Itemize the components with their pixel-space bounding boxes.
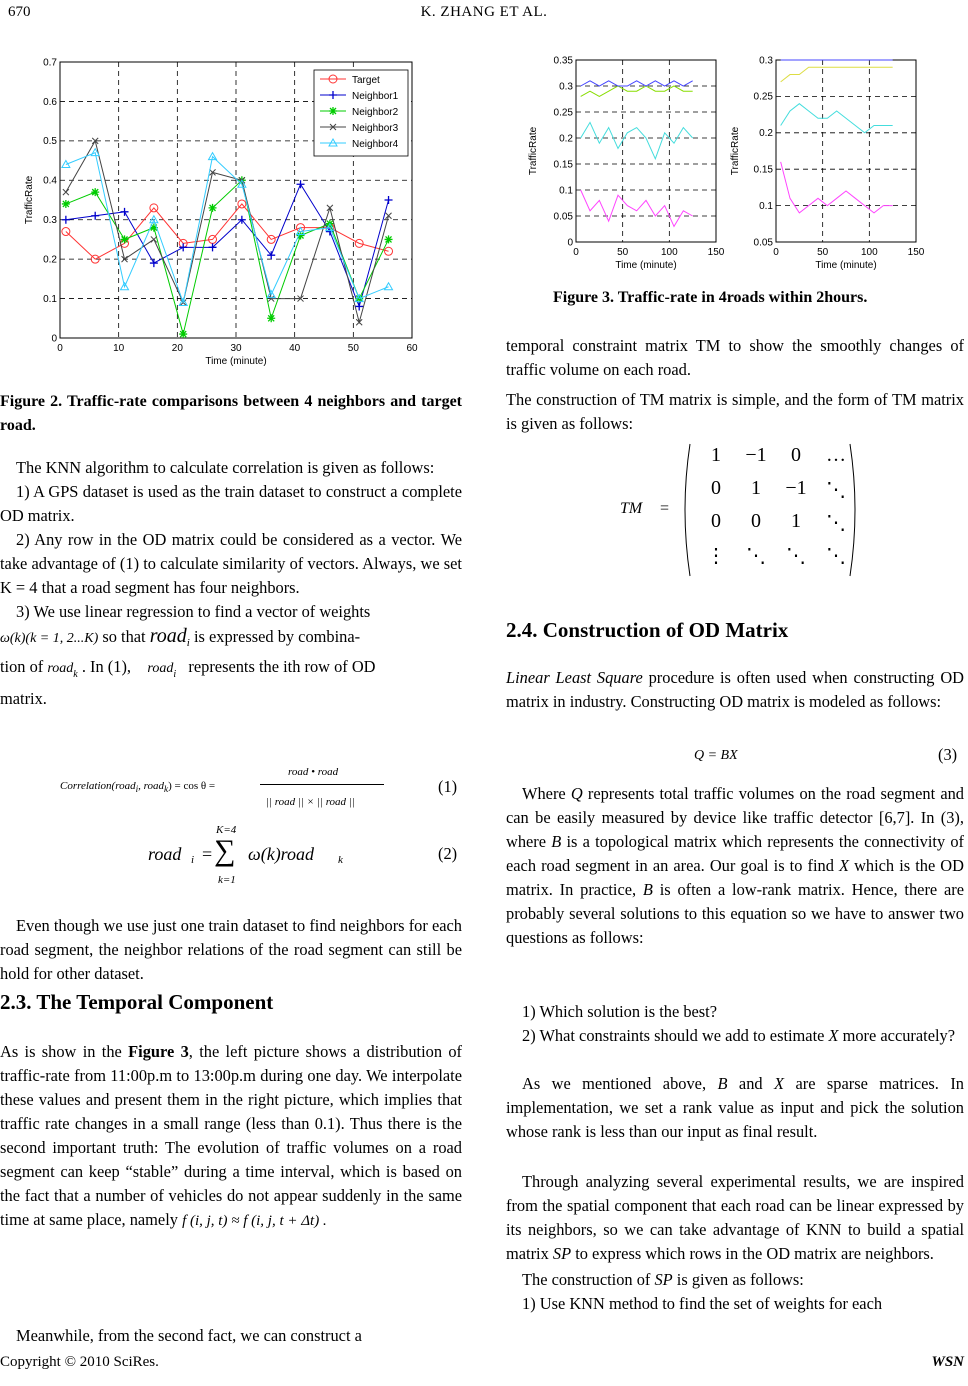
y-tick-label: 0.7 (43, 57, 57, 69)
data-point (91, 212, 99, 220)
weights-math: ω(k)(k = 1, 2...K) (0, 631, 99, 646)
y-tick-label: 0.35 (553, 55, 573, 67)
data-point (267, 314, 275, 322)
matrix-cell: −1 (785, 477, 807, 499)
plot-frame (576, 60, 716, 242)
journal-name: WSN (931, 1354, 964, 1370)
knn-step-3-line4: matrix. (0, 688, 47, 708)
series-line (781, 67, 893, 82)
knn-step-3: 3) We use linear regression to find a vector of weights (16, 602, 371, 621)
copyright: Copyright © 2010 SciRes. (0, 1354, 159, 1370)
x-axis-label: Time (minute) (205, 356, 267, 367)
data-point (355, 302, 363, 310)
knn-step-1: 1) A GPS dataset is used as the train dataset to construct a complete OD matrix. (0, 482, 462, 525)
x-axis-label: Time (minute) (615, 260, 677, 271)
y-tick-label: 0.15 (553, 159, 573, 171)
data-point (385, 196, 393, 204)
data-point (179, 330, 187, 338)
meanwhile-paragraph: Meanwhile, from the second fact, we can construct a (16, 1326, 362, 1345)
y-tick-label: 0.1 (759, 200, 773, 212)
data-point (179, 243, 187, 251)
running-title: K. ZHANG ET AL. (420, 4, 548, 20)
equation-1-number: (1) (438, 777, 458, 796)
equation-3: Q = BX (694, 748, 738, 763)
data-point (385, 235, 393, 243)
eq1-fraction-bar (260, 784, 384, 785)
matrix-cell: ⋱ (826, 545, 846, 567)
data-point (62, 216, 70, 224)
through-paragraph: Through analyzing several experimental results, we are inspired from the spatial component that each road can be linear expressed by its neighbors, so we can take advantage of KNN to build a spatial matrix SP to express which rows in the OD matrix are neighbors. (506, 1172, 964, 1263)
x-tick-label: 0 (57, 343, 63, 354)
legend-label: Neighbor1 (352, 91, 399, 102)
y-tick-label: 0.2 (759, 128, 773, 140)
series-line (581, 86, 693, 96)
plot-frame (776, 60, 916, 242)
x-tick-label: 150 (907, 247, 925, 258)
equation-2-number: (2) (438, 844, 458, 863)
matrix-cell: 0 (751, 510, 761, 532)
y-tick-label: 0.4 (43, 175, 57, 187)
figure-2-chart (14, 56, 434, 368)
x-tick-label: 0 (573, 247, 579, 258)
y-tick-label: 0.5 (43, 136, 57, 148)
figure-3-caption: Figure 3. Traffic-rate in 4roads within 2hours. (553, 289, 868, 306)
data-point (356, 319, 362, 325)
neighbor-relations-paragraph: Even though we use just one train dataset to find neighbors for each road segment, the neighbor relations of the road segment can still be hold for other dataset. (0, 916, 462, 983)
left-column (0, 456, 462, 711)
tm-matrix: TM = 1 −1 0 … 0 1 −1 ⋱ 0 0 1 ⋱ ⋮ ⋱ ⋱ ⋱ (620, 440, 860, 580)
question-2: 2) What constraints should we add to estimate X more accurately? (522, 1026, 955, 1045)
legend-label: Neighbor3 (352, 123, 399, 134)
matrix-cell: 1 (711, 444, 721, 466)
figure-3-chart (520, 46, 940, 276)
data-point (121, 235, 129, 243)
data-point (327, 205, 333, 211)
matrix-cell: 0 (711, 510, 721, 532)
x-tick-label: 50 (817, 247, 829, 258)
temporal-paragraph: As is show in the Figure 3, the left picture shows a distribution of traffic-rate from 11:00p.m to 13:00p.m during one day. We interpolate these values and present them in the right picture, which implies that traffic rate changes in a small range (less than 0.1). Thus there is the second important truth: The evolution of traffic volumes on a road segment can keep “stable” during a time interval, which is based on the fact that a number of vehicles do not appear suddenly in the same time at same place, namely f (i, j, t) ≈ f (i, j, t + Δt) . (0, 1042, 463, 1229)
page-header (6, 4, 962, 28)
matrix-cell: 0 (711, 477, 721, 499)
lls-paragraph: Linear Least Square procedure is often used when constructing OD matrix in industry. Constructing OD matrix is modeled as follows: (506, 668, 965, 711)
y-axis-label: TrafficRate (528, 126, 539, 176)
matrix-cell: ⋱ (826, 479, 846, 501)
x-tick-label: 20 (171, 343, 183, 354)
tm-intro: temporal constraint matrix TM to show the smoothly changes of traffic volume on each road. (506, 336, 964, 379)
use-knn-paragraph: 1) Use KNN method to find the set of weights for each (522, 1294, 883, 1313)
y-tick-label: 0.2 (559, 133, 573, 145)
series-line (581, 190, 693, 226)
data-point (297, 180, 305, 188)
construct-sp-paragraph: The construction of SP is given as follows: (522, 1270, 804, 1289)
y-tick-label: 0.3 (559, 81, 573, 93)
x-tick-label: 150 (707, 247, 725, 258)
matrix-cell: ⋱ (746, 545, 766, 567)
tm-construction: The construction of TM matrix is simple, and the form of TM matrix is given as follows: (506, 390, 964, 433)
data-point (386, 213, 392, 219)
question-1: 1) Which solution is the best? (522, 1002, 717, 1021)
matrix-cell: −1 (745, 444, 767, 466)
sum-symbol: ∑ (214, 834, 236, 867)
y-tick-label: 0.3 (759, 55, 773, 67)
y-axis-label: TrafficRate (730, 126, 741, 176)
x-tick-label: 0 (773, 247, 779, 258)
x-tick-label: 10 (113, 343, 125, 354)
matrix-cell: ⋱ (786, 545, 806, 567)
x-tick-label: 40 (289, 343, 301, 354)
legend-label: Neighbor2 (352, 107, 399, 118)
section-2-3-heading: 2.3. The Temporal Component (0, 990, 274, 1014)
series-line (581, 81, 693, 86)
y-tick-label: 0.1 (43, 293, 57, 305)
eq1-denominator: || road || × || road || (266, 796, 355, 808)
equation-3-number: (3) (938, 745, 958, 764)
series-line (581, 122, 693, 158)
y-tick-label: 0.05 (753, 237, 773, 249)
knn-step-3-line2: ω(k)(k = 1, 2...K) so that road$_i$ is expressed by combina- (0, 625, 361, 650)
series-line (781, 104, 893, 133)
y-tick-label: 0.6 (43, 96, 57, 108)
y-tick-label: 0.1 (559, 185, 573, 197)
data-point (385, 283, 393, 290)
y-tick-label: 0 (51, 333, 57, 345)
y-tick-label: 0.3 (43, 215, 57, 227)
x-tick-label: 100 (660, 247, 678, 258)
legend-label: Neighbor4 (352, 139, 399, 150)
series-line (66, 141, 389, 322)
data-point (150, 259, 158, 267)
where-paragraph: Where Q represents total traffic volumes on the road segment and can be easily measured by device like traffic detector [6,7]. In (3), where B is a topological matrix which represents the connectivity of each road segment in an area. Our goal is to find X which is the OD matrix. In practice, B is often a low-rank matrix. Hence, there are probably several solutions to this equation so we have to answer two questions as follows: (506, 784, 965, 947)
matrix-cell: 0 (791, 444, 801, 466)
series-line (66, 184, 389, 306)
knn-step-2: 2) Any row in the OD matrix could be considered as a vector. We take advantage of (1) to calculate similarity of vectors. Always, we set K = 4 that a road segment has four neighbors. (0, 530, 462, 597)
y-axis-label: TrafficRate (24, 175, 35, 225)
figure-2-caption: Figure 2. Traffic-rate comparisons between 4 neighbors and target road. (0, 393, 462, 434)
matrix-cell: 1 (791, 510, 801, 532)
y-tick-label: 0.05 (553, 211, 573, 223)
y-tick-label: 0.25 (753, 91, 773, 103)
knn-step-3-line3: tion of road$_k$ . In (1), road$_i$ represents the ith row of OD (0, 657, 376, 680)
matrix-cell: … (826, 444, 846, 466)
knn-intro: The KNN algorithm to calculate correlation is given as follows: (16, 458, 435, 477)
matrix-cell: 1 (751, 477, 761, 499)
data-point (91, 188, 99, 196)
data-point (209, 204, 217, 212)
y-tick-label: 0.15 (753, 164, 773, 176)
equation-1: Correlation(road$_i$, road$_k$) = cos θ = road • road || road || × || road || (60, 762, 420, 818)
eq1-numerator: road • road (288, 766, 339, 778)
x-tick-label: 50 (617, 247, 629, 258)
y-tick-label: 0.25 (553, 107, 573, 119)
series-line (66, 153, 389, 303)
x-tick-label: 50 (347, 343, 359, 354)
x-tick-label: 100 (860, 247, 878, 258)
x-tick-label: 60 (406, 343, 418, 354)
data-point (121, 208, 129, 216)
data-point (329, 107, 337, 115)
mentioned-paragraph: As we mentioned above, B and X are sparse matrices. In implementation, we set a rank value as input and pick the solution whose rank is less than our input as final result. (506, 1074, 964, 1141)
section-2-4-heading: 2.4. Construction of OD Matrix (506, 618, 789, 642)
data-point (151, 236, 157, 242)
data-point (62, 200, 70, 208)
page-number: 670 (8, 4, 31, 20)
x-axis-label: Time (minute) (815, 260, 877, 271)
matrix-cell: ⋱ (826, 512, 846, 534)
matrix-cells (696, 444, 856, 576)
equation-2: road i = K=4 ∑ k=1 ω(k)road k (148, 824, 343, 886)
x-tick-label: 30 (230, 343, 242, 354)
matrix-cell: ⋮ (706, 545, 726, 567)
legend-label: Target (352, 75, 380, 86)
y-tick-label: 0.2 (43, 254, 57, 266)
data-point (63, 189, 69, 195)
y-tick-label: 0 (567, 237, 573, 249)
